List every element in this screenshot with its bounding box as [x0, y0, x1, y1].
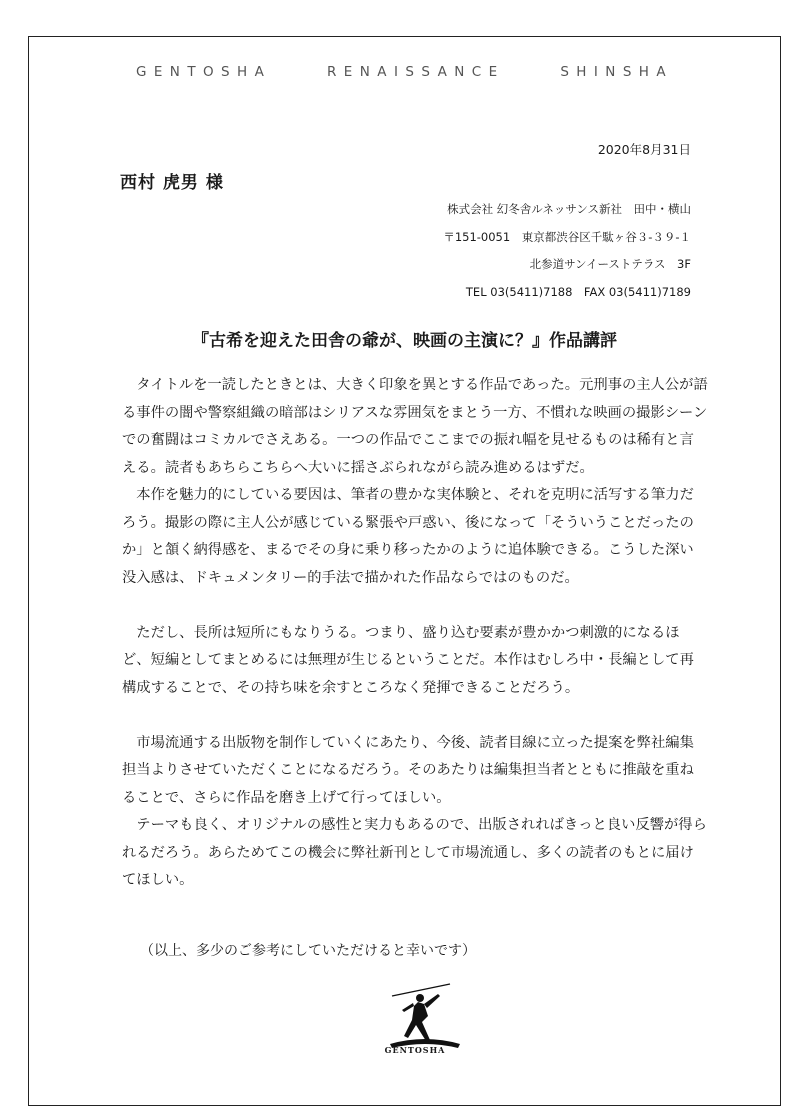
- review-title: 『古希を迎えた田舎の爺が、映画の主演に？』作品講評: [192, 331, 617, 351]
- body-paragraph: タイトルを一読したときとは、大きく印象を異とする作品であった。元刑事の主人公が語る事件の闇や警察組織の暗部はシリアスな雰囲気をまとう一方、不慣れな映画の撮影シーンでの奮闘はコミカルでさえある。一つの作品でここまでの振れ幅を見せるものは稀有と言える。読者もあちらこちらへ大いに揺さぶられながら読み進めるはずだ。: [122, 377, 708, 476]
- logo-text: GENTOSHA: [384, 1045, 446, 1055]
- letterhead-word: RENAISSANCE: [327, 64, 505, 80]
- sender-address-line2: 北参道サンイーストテラス 3F: [529, 257, 691, 271]
- sender-phone-fax: TEL 03(5411)7188 FAX 03(5411)7189: [465, 284, 691, 299]
- letterhead-word: SHINSHA: [560, 64, 674, 80]
- sender-address-line1: 〒151-0051 東京都渋谷区千駄ヶ谷３-３９-１: [443, 229, 691, 244]
- body-paragraph: 本作を魅力的にしている要因は、筆者の豊かな実体験と、それを克明に活写する筆力だろう。撮影の際に主人公が感じている緊張や戸惑い、後になって「そういうことだったのか」と頷く納得感を、まるでその身に乗り移ったかのように追体験できる。こうした深い没入感は、ドキュメンタリー的手法で描かれた作品ならではのものだ。: [122, 487, 694, 586]
- recipient-name: 西村 虎男 様: [120, 173, 224, 193]
- letterhead-word: GENTOSHA: [135, 64, 272, 80]
- review-body: [122, 372, 708, 895]
- sender-company: 株式会社 幻冬舎ルネッサンス新社 田中・横山: [447, 202, 691, 216]
- letter-date: 2020年8月31日: [597, 142, 691, 157]
- letterhead: [0, 64, 809, 80]
- body-paragraph: 市場流通する出版物を制作していくにあたり、今後、読者目線に立った提案を弊社編集担当よりさせていただくことになるだろう。そのあたりは編集担当者とともに推敲を重ねることで、さらに作品を磨き上げて行ってほしい。: [122, 734, 694, 806]
- closing-note: （以上、多少のご参考にしていただけると幸いです）: [140, 943, 476, 959]
- body-paragraph: ただし、長所は短所にもなりうる。つまり、盛り込む要素が豊かかつ刺激的になるほど、短編としてまとめるには無理が生じるということだ。本作はむしろ中・長編として再構成することで、その持ち味を余すところなく発揮できることだろう。: [122, 624, 694, 696]
- body-paragraph: テーマも良く、オリジナルの感性と実力もあるので、出版されればきっと良い反響が得られるだろう。あらためてこの機会に弊社新刊として市場流通し、多くの読者のもとに届けてほしい。: [122, 817, 707, 888]
- sender-block: [443, 196, 691, 306]
